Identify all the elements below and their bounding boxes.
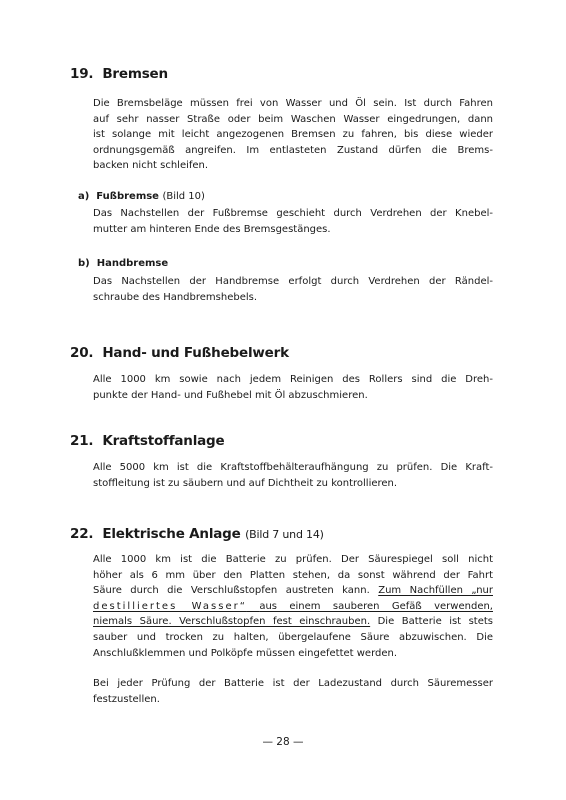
text-segment: Säure durch die Verschlußstopfen austreten kann. — [93, 585, 370, 597]
text-segment: Die Batterie ist stets — [377, 616, 493, 628]
text-segment: aus einem sauberen Gefäß verwenden, — [259, 600, 493, 612]
text-line: backen nicht schleifen. — [93, 160, 209, 172]
text-line: Alle 5000 km ist die Kraftstoffbehälteraufhängung zu prüfen. Die Kraft- — [93, 462, 493, 473]
paragraph-elektrische-anlage — [93, 552, 493, 661]
section-note: (Bild 7 und 14) — [245, 528, 324, 541]
section-number: 22. — [70, 526, 94, 542]
text-line: ist solange mit leicht angezogenen Bremsen zu fahren, bis diese wieder — [93, 129, 493, 141]
text-line: höher als 6 mm über den Platten stehen, da sonst während der Fahrt — [93, 569, 493, 581]
section-number: 20. — [70, 345, 94, 361]
text-line: mutter am hinteren Ende des Bremsgestänges. — [93, 223, 331, 235]
underlined-warning: Zum Nachfüllen „nur — [378, 585, 493, 597]
subsection-note: (Bild 10) — [162, 191, 205, 202]
text-line — [93, 583, 493, 599]
section-heading-22 — [70, 526, 324, 542]
section-heading-20 — [70, 345, 289, 361]
text-line: stoffleitung ist zu säubern und auf Dichtheit zu kontrollieren. — [93, 477, 398, 489]
text-line: punkte der Hand- und Fußhebel mit Öl abzuschmieren. — [93, 389, 368, 401]
paragraph-ladezustand — [93, 676, 493, 707]
text-line: Die Bremsbeläge müssen frei von Wasser und Öl sein. Ist durch Fahren — [93, 98, 493, 109]
underlined-warning: niemals Säure. Verschlußstopfen fest einschrauben. — [93, 616, 371, 628]
subsection-title: Fußbremse — [96, 191, 159, 202]
section-number: 21. — [70, 433, 94, 449]
section-heading-19 — [70, 66, 168, 82]
text-line: festzustellen. — [93, 693, 160, 705]
section-title: Bremsen — [102, 66, 168, 82]
section-title: Kraftstoffanlage — [102, 433, 225, 449]
text-line: Das Nachstellen der Fußbremse geschieht durch Verdrehen der Knebel- — [93, 208, 493, 219]
text-line: ordnungsgemäß angreifen. Im entlasteten Zustand dürfen die Brems- — [93, 144, 493, 156]
text-line: Bei jeder Prüfung der Batterie ist der Ladezustand durch Säuremesser — [93, 678, 493, 689]
paragraph-hebelwerk — [93, 372, 493, 403]
paragraph-handbremse — [93, 274, 493, 305]
text-line — [93, 614, 493, 630]
section-title: Hand- und Fußhebelwerk — [102, 345, 289, 361]
underlined-warning-line — [93, 599, 493, 615]
subsection-heading-handbremse — [78, 258, 168, 269]
section-number: 19. — [70, 66, 94, 82]
section-title: Elektrische Anlage — [102, 526, 241, 542]
text-line: Anschlußklemmen und Polköpfe müssen eingefettet werden. — [93, 647, 398, 659]
paragraph-fussbremse — [93, 206, 493, 237]
page-number: — 28 — — [262, 736, 304, 748]
subsection-label: a) — [78, 191, 90, 202]
paragraph-kraftstoffanlage — [93, 460, 493, 491]
subsection-heading-fussbremse — [78, 191, 205, 202]
text-line: Das Nachstellen der Handbremse erfolgt durch Verdrehen der Rändel- — [93, 276, 493, 287]
text-line: sauber und trocken zu halten, übergelaufene Säure abzuwischen. Die — [93, 631, 493, 643]
subsection-title: Handbremse — [96, 258, 169, 269]
section-heading-21 — [70, 433, 224, 449]
text-line: auf sehr nasser Straße oder beim Waschen Wasser eingedrungen, dann — [93, 113, 493, 125]
text-line: Alle 1000 km sowie nach jedem Reinigen des Rollers sind die Dreh- — [93, 374, 493, 385]
subsection-label: b) — [78, 258, 90, 269]
text-line: schraube des Handbremshebels. — [93, 291, 258, 303]
spaced-emphasis: destilliertes Wasser“ — [93, 600, 247, 612]
text-line: Alle 1000 km ist die Batterie zu prüfen. Der Säurespiegel soll nicht — [93, 554, 493, 565]
paragraph-bremsen — [93, 96, 493, 174]
